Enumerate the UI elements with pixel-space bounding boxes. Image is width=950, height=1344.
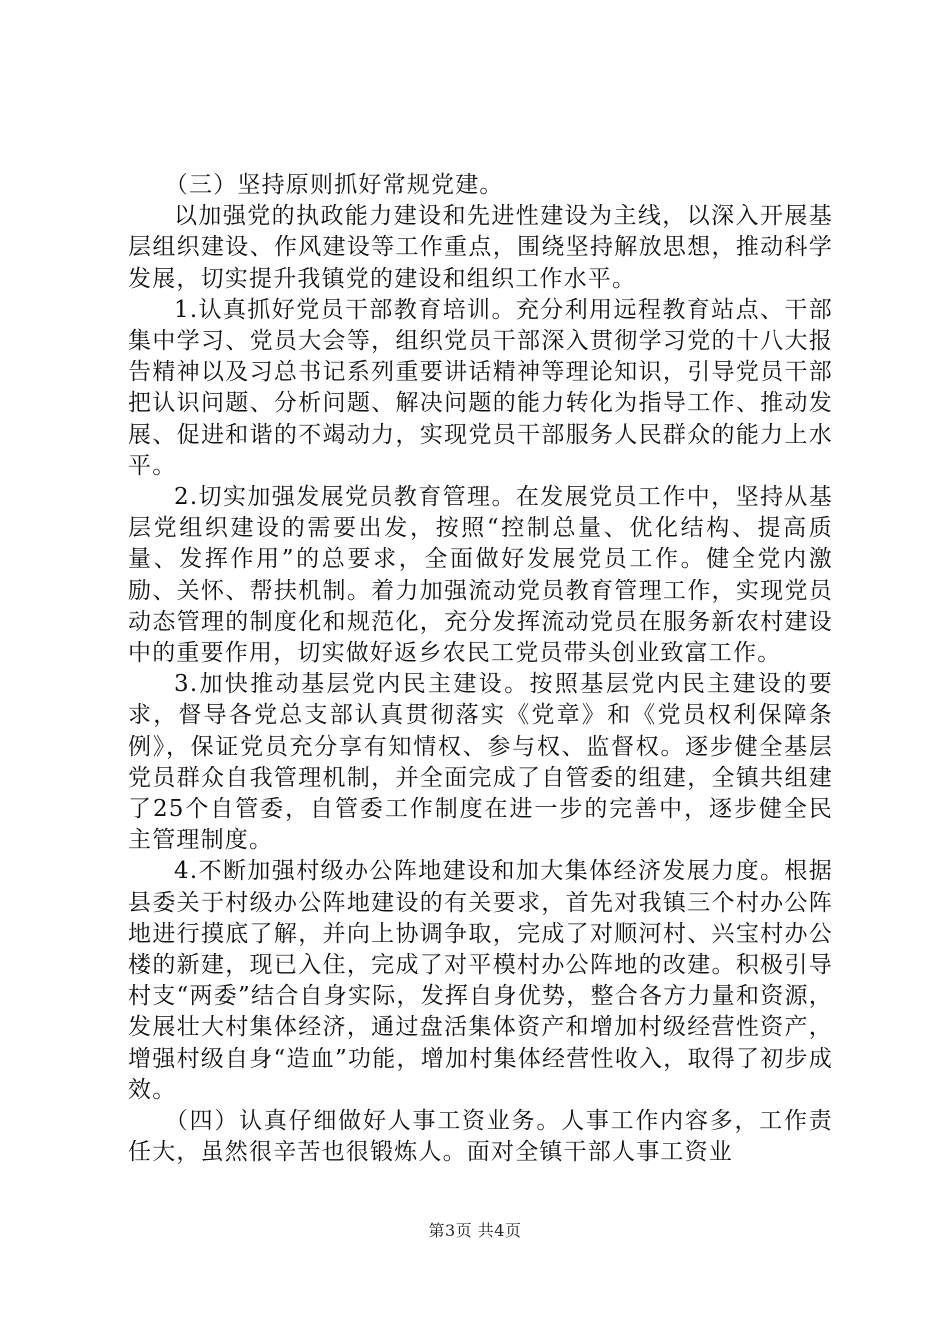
document-body [128, 170, 833, 1169]
list-item: 2.切实加强发展党员教育管理。在发展党员工作中，坚持从基层党组织建设的需要出发，按照“控制总量、优化结构、提高质量、发挥作用”的总要求，全面做好发展党员工作。健全党内激励、关怀、帮扶机制。着力加强流动党员教育管理工作，实现党员动态管理的制度化和规范化，充分发挥流动党员在服务新农村建设中的重要作用，切实做好返乡农民工党员带头创业致富工作。 [128, 484, 833, 667]
section-heading: （三）坚持原则抓好常规党建。 [164, 172, 504, 198]
list-item: 4.不断加强村级办公阵地建设和加大集体经济发展力度。根据县委关于村级办公阵地建设的有关要求，首先对我镇三个村办公阵地进行摸底了解，并向上协调争取，完成了对顺河村、兴宝村办公楼的新建，现已入住，完成了对平模村办公阵地的改建。积极引导村支“两委”结合自身实际，发挥自身优势，整合各方力量和资源，发展壮大村集体经济，通过盘活集体资产和增加村级经营性资产，增强村级自身“造血”功能，增加村集体经营性收入，取得了初步成效。 [128, 858, 833, 1103]
paragraph: 以加强党的执政能力建设和先进性建设为主线，以深入开展基层组织建设、作风建设等工作重点，围绕坚持解放思想，推动科学发展，切实提升我镇党的建设和组织工作水平。 [128, 203, 833, 292]
list-item: 1.认真抓好党员干部教育培训。充分利用远程教育站点、干部集中学习、党员大会等，组织党员干部深入贯彻学习党的十八大报告精神以及习总书记系列重要讲话精神等理论知识，引导党员干部把认识问题、分析问题、解决问题的能力转化为指导工作、推动发展、促进和谐的不竭动力，实现党员干部服务人民群众的能力上水平。 [128, 296, 833, 479]
section-heading: （四）认真仔细做好人事工资业务。人事工作内容多，工作责任大，虽然很辛苦也很锻炼人。面对全镇干部人事工资业 [128, 1108, 833, 1166]
page-footer: 第3页 共4页 [428, 1221, 522, 1240]
list-item: 3.加快推动基层党内民主建设。按照基层党内民主建设的要求，督导各党总支部认真贯彻落实《党章》和《党员权利保障条例》，保证党员充分享有知情权、参与权、监督权。逐步健全基层党员群众自我管理机制，并全面完成了自管委的组建，全镇共组建了25个自管委，自管委工作制度在进一步的完善中，逐步健全民主管理制度。 [128, 671, 833, 854]
